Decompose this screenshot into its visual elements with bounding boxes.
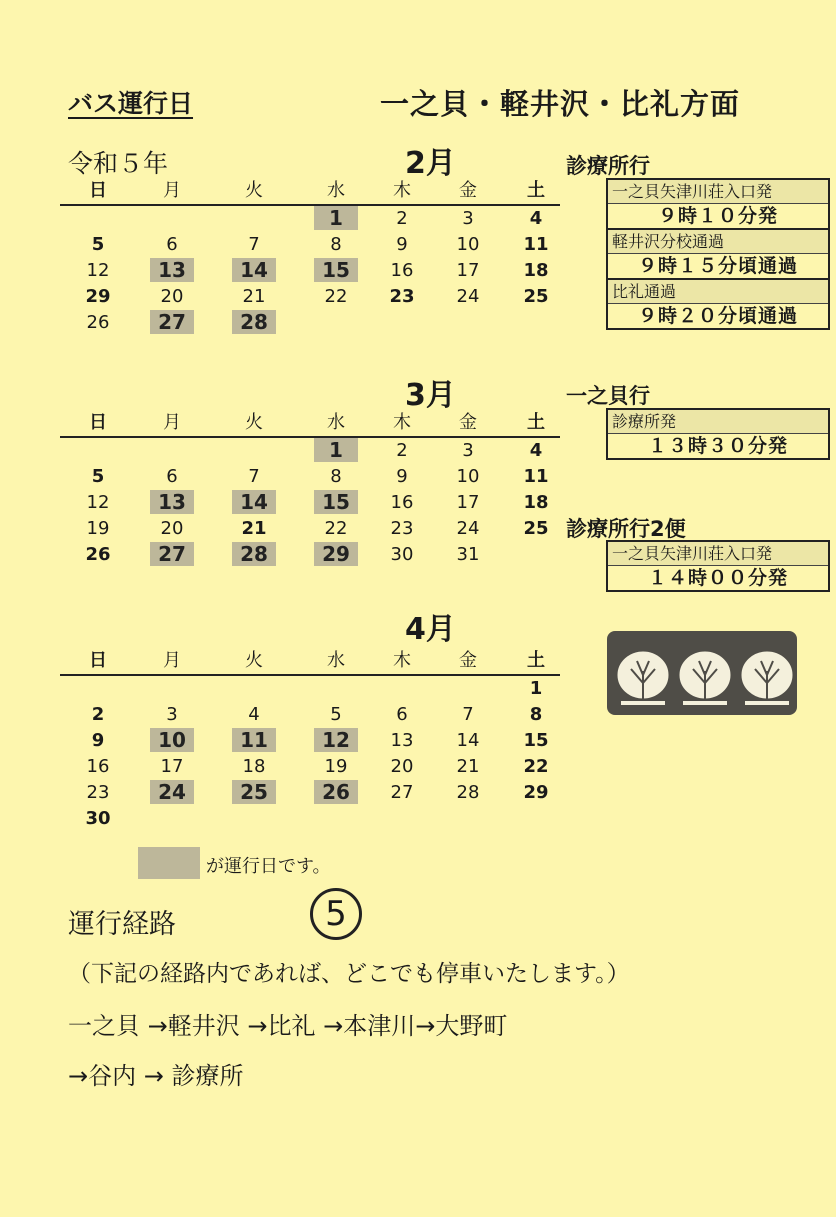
calendar-day: 23 — [389, 286, 415, 307]
calendar-day: 31 — [456, 544, 480, 565]
trees-illustration — [607, 631, 797, 715]
calendar-day: 29 — [523, 782, 549, 803]
service-day: 27 — [142, 310, 202, 336]
calendar-day: 4 — [529, 208, 543, 229]
calendar-day: 25 — [523, 518, 549, 539]
calendar-day: 11 — [523, 466, 549, 487]
calendar-week — [60, 728, 560, 754]
weekday-label: 土 — [527, 180, 545, 201]
month-label-apr: 4月 — [405, 612, 456, 647]
calendar-day: 9 — [396, 466, 408, 487]
calendar-day: 17 — [160, 756, 184, 777]
calendar-day: 7 — [248, 466, 260, 487]
calendar-day: 3 — [166, 704, 178, 725]
calendar-day: 18 — [523, 492, 549, 513]
route-line-2: →谷内 → 診療所 — [68, 1062, 244, 1090]
calendar-day: 10 — [456, 466, 480, 487]
weekday-label: 土 — [527, 650, 545, 671]
calendar-day: 2 — [91, 704, 105, 725]
calendar-day: 5 — [91, 234, 105, 255]
service-day: 15 — [306, 258, 366, 284]
calendar-day: 1 — [529, 678, 543, 699]
calendar-week — [60, 754, 560, 780]
weekday-label: 火 — [245, 180, 263, 201]
calendar-day: 26 — [86, 312, 110, 333]
service-day: 14 — [224, 490, 284, 516]
weekday-header — [60, 178, 560, 206]
calendar-week — [60, 676, 560, 702]
calendar-day: 17 — [456, 492, 480, 513]
weekday-label: 月 — [163, 412, 181, 433]
service-day: 13 — [142, 258, 202, 284]
calendar-day: 8 — [330, 466, 342, 487]
weekday-label: 木 — [393, 650, 411, 671]
calendar-day: 20 — [160, 286, 184, 307]
stop-label: 一之貝矢津川荘入口発 — [608, 180, 828, 204]
calendar-day: 22 — [523, 756, 549, 777]
calendar-feb — [60, 178, 560, 336]
calendar-week — [60, 806, 560, 832]
calendar-mar — [60, 410, 560, 568]
stop-time: １３時３０分発 — [647, 435, 788, 457]
calendar-day: 21 — [456, 756, 480, 777]
calendar-week — [60, 438, 560, 464]
weekday-label: 金 — [459, 412, 477, 433]
stop-label: 比礼通過 — [608, 280, 828, 304]
calendar-day: 2 — [396, 440, 408, 461]
stop-time: ９時１０分発 — [608, 204, 828, 230]
schedule-box-ichinokai — [606, 408, 830, 460]
calendar-day: 10 — [456, 234, 480, 255]
calendar-day: 19 — [86, 518, 110, 539]
weekday-label: 金 — [459, 650, 477, 671]
route-title: 運行経路 — [68, 909, 176, 940]
calendar-day: 21 — [242, 286, 266, 307]
calendar-week — [60, 780, 560, 806]
calendar-day: 9 — [396, 234, 408, 255]
calendar-day: 26 — [85, 544, 111, 565]
service-day: 25 — [224, 780, 284, 806]
service-day: 14 — [224, 258, 284, 284]
stop-label: 軽井沢分校通過 — [608, 230, 828, 254]
weekday-label: 土 — [527, 412, 545, 433]
schedule-heading-clinic-2: 診療所行2便 — [566, 517, 686, 541]
calendar-week — [60, 310, 560, 336]
weekday-header — [60, 648, 560, 676]
weekday-label: 火 — [245, 412, 263, 433]
legend-swatch — [138, 847, 200, 879]
stop-label: 診療所発 — [608, 410, 828, 434]
calendar-week — [60, 702, 560, 728]
calendar-day: 4 — [529, 440, 543, 461]
weekday-label: 日 — [89, 412, 107, 433]
service-day: 29 — [306, 542, 366, 568]
service-day: 27 — [142, 542, 202, 568]
page-title: バス運行日 — [68, 89, 194, 118]
calendar-week — [60, 464, 560, 490]
calendar-day: 23 — [390, 518, 414, 539]
weekday-header — [60, 410, 560, 438]
calendar-day: 12 — [86, 492, 110, 513]
calendar-day: 17 — [456, 260, 480, 281]
calendar-day: 7 — [462, 704, 474, 725]
weekday-label: 金 — [459, 180, 477, 201]
calendar-day: 4 — [248, 704, 260, 725]
calendar-day: 3 — [462, 440, 474, 461]
weekday-label: 日 — [89, 650, 107, 671]
calendar-day: 20 — [160, 518, 184, 539]
calendar-day: 2 — [396, 208, 408, 229]
service-day: 26 — [306, 780, 366, 806]
schedule-heading-clinic: 診療所行 — [566, 154, 650, 178]
calendar-day: 29 — [85, 286, 111, 307]
calendar-day: 6 — [166, 466, 178, 487]
weekday-label: 水 — [327, 650, 345, 671]
calendar-day: 30 — [85, 808, 111, 829]
calendar-day: 8 — [330, 234, 342, 255]
calendar-day: 24 — [456, 518, 480, 539]
calendar-day: 6 — [396, 704, 408, 725]
calendar-week — [60, 232, 560, 258]
calendar-day: 18 — [242, 756, 266, 777]
service-day: 24 — [142, 780, 202, 806]
calendar-week — [60, 206, 560, 232]
calendar-day: 16 — [86, 756, 110, 777]
schedule-box-clinic-2 — [606, 540, 830, 592]
calendar-day: 9 — [91, 730, 105, 751]
calendar-day: 25 — [523, 286, 549, 307]
calendar-day: 7 — [248, 234, 260, 255]
stop-time: ９時１５分頃通過 — [608, 254, 828, 280]
month-label-mar: 3月 — [405, 378, 456, 413]
calendar-day: 18 — [523, 260, 549, 281]
schedule-heading-ichinokai: 一之貝行 — [566, 384, 650, 408]
calendar-day: 13 — [390, 730, 414, 751]
stop-label: 一之貝矢津川荘入口発 — [608, 542, 828, 566]
service-day: 12 — [306, 728, 366, 754]
calendar-day: 11 — [523, 234, 549, 255]
weekday-label: 月 — [163, 650, 181, 671]
direction-heading: 一之貝・軽井沢・比礼方面 — [380, 87, 741, 121]
calendar-day: 20 — [390, 756, 414, 777]
calendar-week — [60, 516, 560, 542]
route-line-1: 一之貝 →軽井沢 →比礼 →本津川→大野町 — [68, 1012, 508, 1040]
calendar-day: 8 — [529, 704, 543, 725]
calendar-day: 28 — [456, 782, 480, 803]
calendar-day: 6 — [166, 234, 178, 255]
service-day: 1 — [306, 438, 366, 464]
route-note: （下記の経路内であれば、どこでも停車いたします。） — [68, 961, 630, 987]
service-day: 15 — [306, 490, 366, 516]
service-day: 28 — [224, 310, 284, 336]
weekday-label: 水 — [327, 412, 345, 433]
calendar-day: 12 — [86, 260, 110, 281]
weekday-label: 日 — [89, 180, 107, 201]
calendar-day: 21 — [241, 518, 267, 539]
service-day: 28 — [224, 542, 284, 568]
service-day: 13 — [142, 490, 202, 516]
month-label-feb: 2月 — [405, 146, 456, 181]
stop-time: ９時２０分頃通過 — [637, 305, 798, 327]
weekday-label: 木 — [393, 180, 411, 201]
calendar-day: 19 — [324, 756, 348, 777]
calendar-day: 5 — [91, 466, 105, 487]
calendar-day: 14 — [456, 730, 480, 751]
legend-text: が運行日です。 — [206, 856, 331, 877]
calendar-day: 16 — [390, 260, 414, 281]
calendar-day: 27 — [390, 782, 414, 803]
calendar-day: 15 — [523, 730, 549, 751]
calendar-day: 16 — [390, 492, 414, 513]
route-number-badge: 5 — [310, 888, 362, 940]
weekday-label: 火 — [245, 650, 263, 671]
weekday-label: 水 — [327, 180, 345, 201]
tree-icon — [607, 631, 797, 715]
calendar-day: 30 — [390, 544, 414, 565]
calendar-apr — [60, 648, 560, 832]
service-day: 1 — [306, 206, 366, 232]
calendar-day: 5 — [330, 704, 342, 725]
calendar-week — [60, 284, 560, 310]
calendar-day: 23 — [86, 782, 110, 803]
calendar-day: 22 — [324, 518, 348, 539]
weekday-label: 木 — [393, 412, 411, 433]
service-day: 11 — [224, 728, 284, 754]
calendar-day: 3 — [462, 208, 474, 229]
schedule-box-clinic — [606, 178, 830, 330]
era-year: 令和５年 — [68, 149, 169, 178]
stop-time: １４時００分発 — [647, 567, 788, 589]
calendar-week — [60, 490, 560, 516]
calendar-day: 22 — [324, 286, 348, 307]
service-day: 10 — [142, 728, 202, 754]
weekday-label: 月 — [163, 180, 181, 201]
calendar-week — [60, 542, 560, 568]
calendar-day: 24 — [456, 286, 480, 307]
calendar-week — [60, 258, 560, 284]
